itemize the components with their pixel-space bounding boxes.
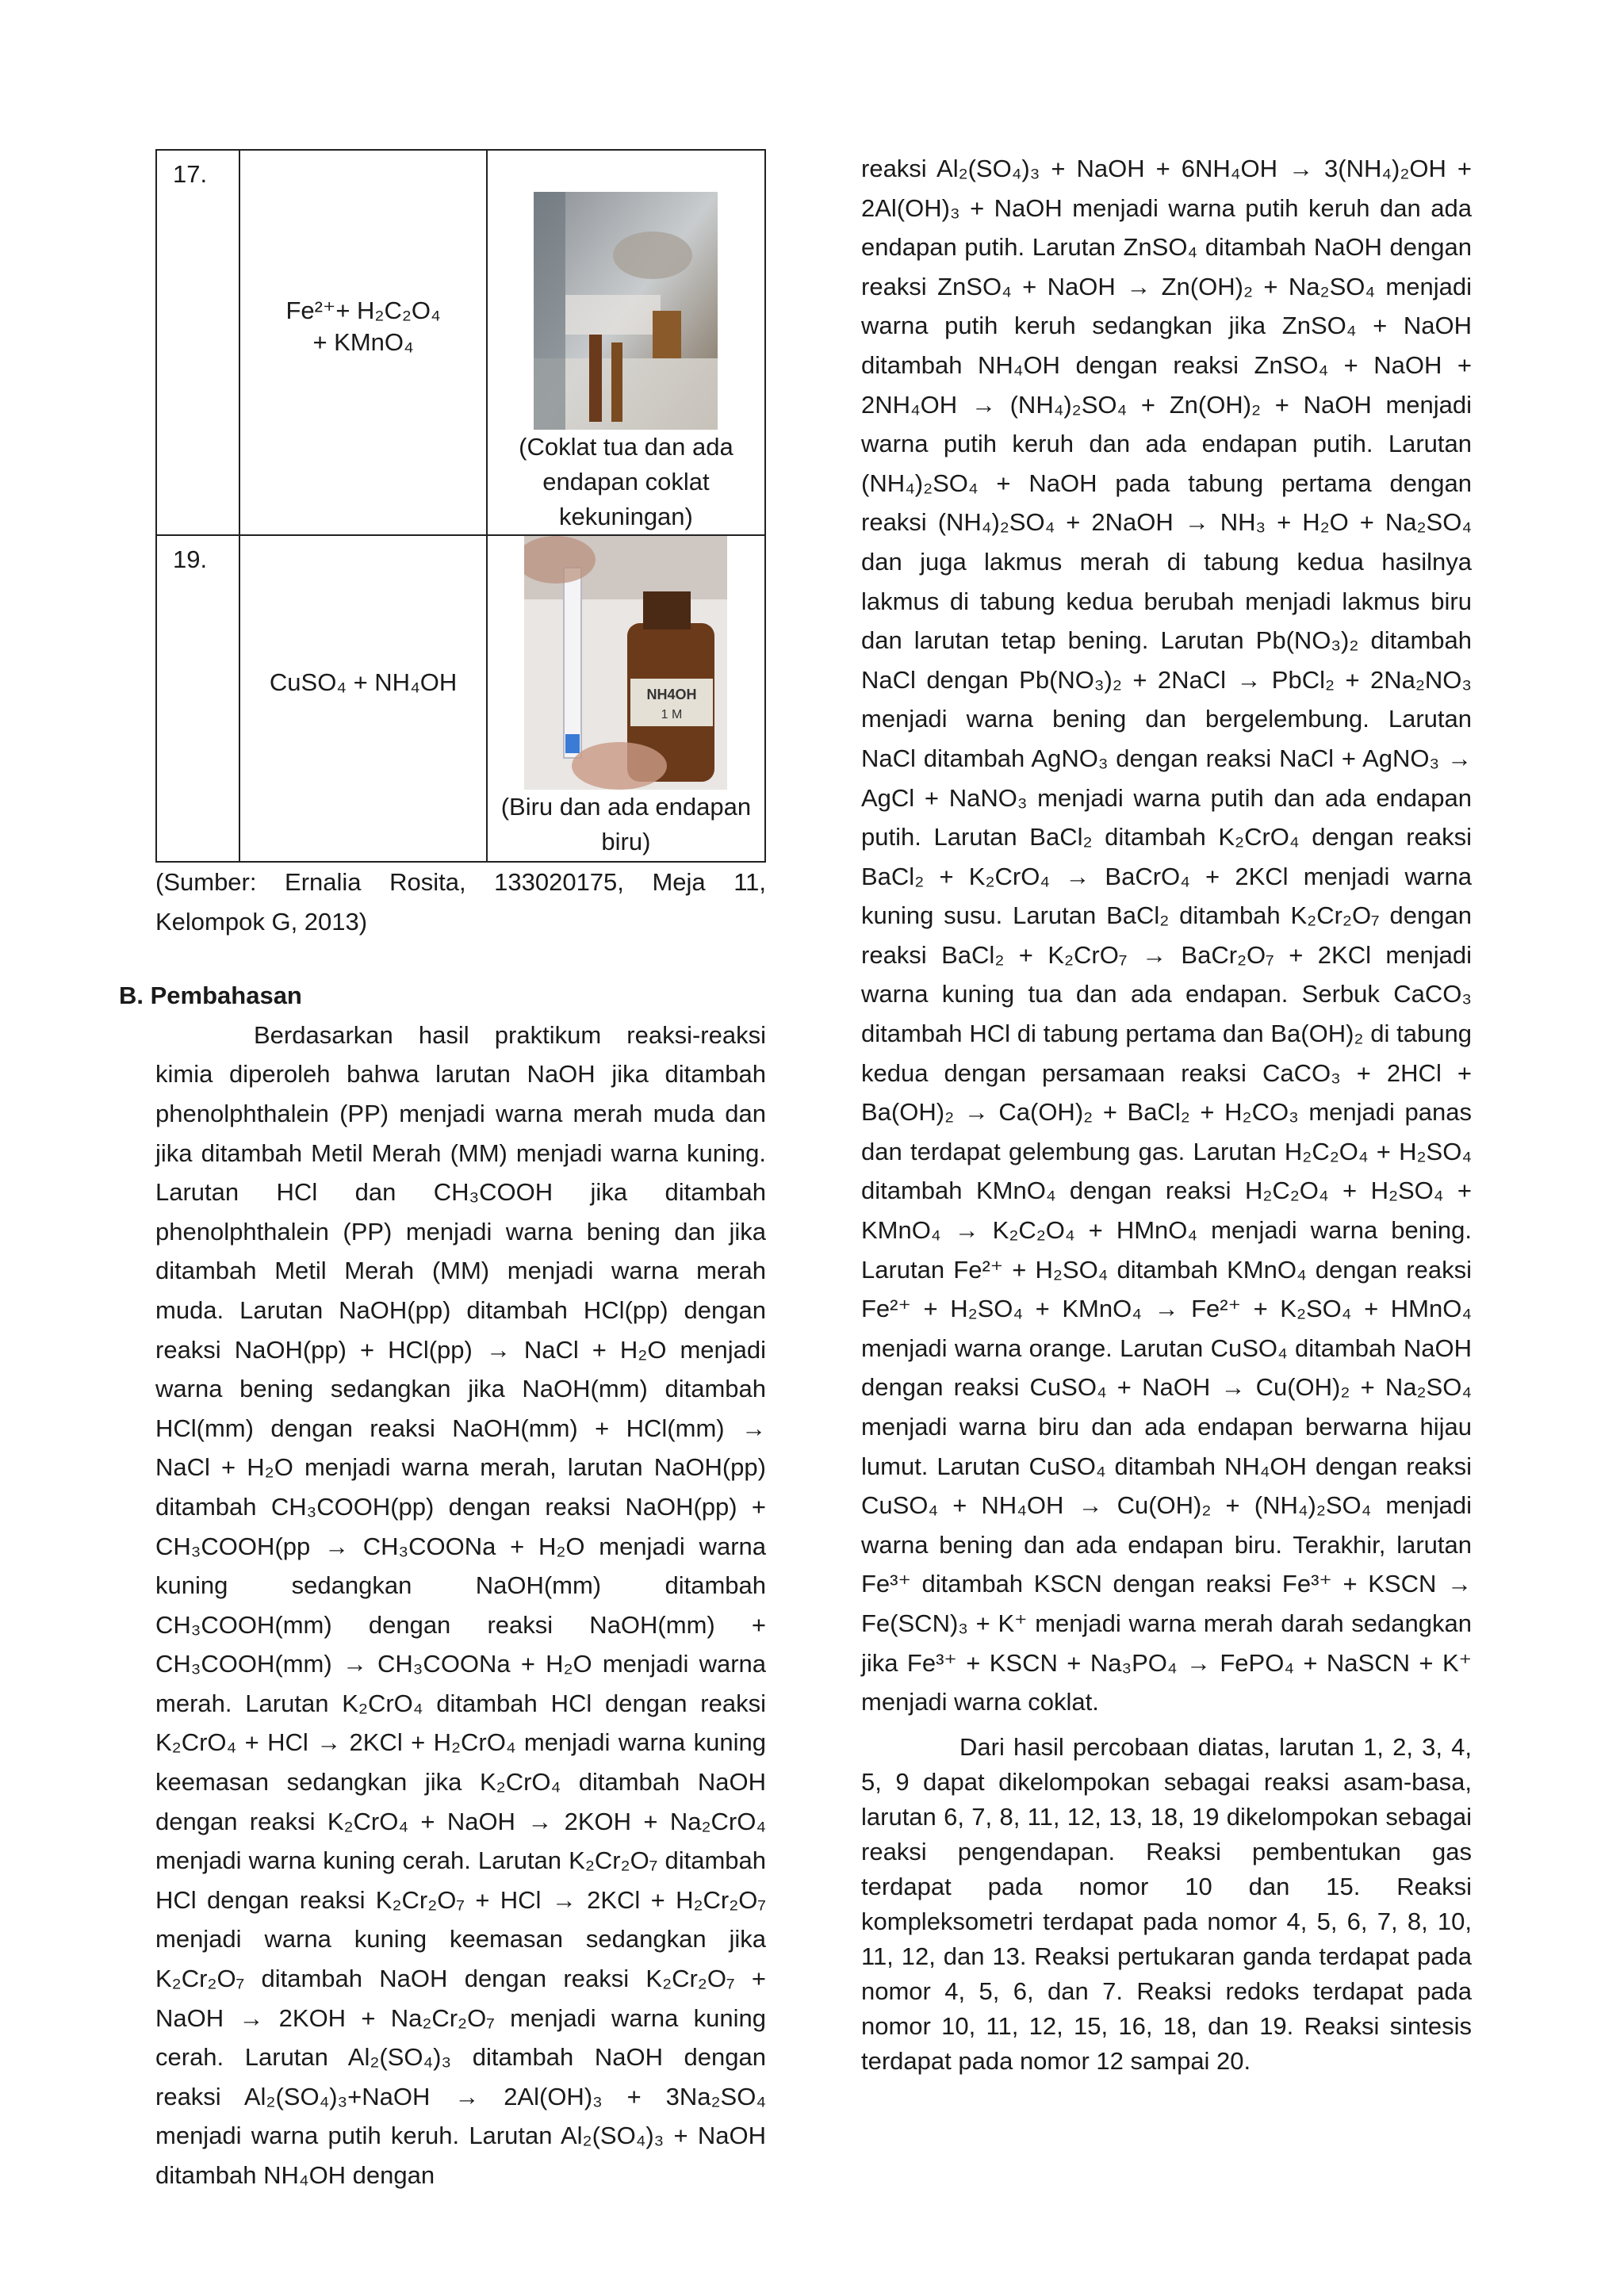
observation-table [155,149,766,863]
conclusion-paragraph: Dari hasil percobaan diatas, larutan 1, 2, 3, 4, 5, 9 dapat dikelompokan sebagai reaksi asam-basa, larutan 6, 7, 8, 11, 12, 13, 18, 19 dikelompokan sebagai reaksi pengendapan. Reaksi pembentukan gas terdapat pada nomor 10 dan 15. Reaksi kompleksometri terdapat pada nomor 4, 5, 6, 7, 8, 10, 11, 12, dan 13. Reaksi pertukaran ganda terdapat pada nomor 4, 5, 6, dan 7. Reaksi redoks terdapat pada nomor 10, 11, 12, 15, 16, 18, dan 19. Reaksi sintesis terdapat pada nomor 12 sampai 20. [861,1732,1472,2075]
left-column [119,149,766,2195]
observation-caption: (Biru dan ada endapan biru) [500,793,752,855]
photo-test-tubes-brown [534,192,718,430]
row-number: 17. [156,150,239,535]
right-column [861,149,1472,2079]
observation-caption: (Coklat tua dan ada endapan coklat kekuningan) [519,433,733,530]
body-paragraph: Berdasarkan hasil praktikum reaksi-reaksi kimia diperoleh bahwa larutan NaOH jika ditambah phenolphthalein (PP) menjadi warna merah muda dan jika ditambah Metil Merah (MM) menjadi warna kuning. Larutan HCl dan CH₃COOH jika ditambah phenolphthalein (PP) menjadi warna bening dan jika ditambah Metil Merah (MM) menjadi warna merah muda. Larutan NaOH(pp) ditambah HCl(pp) dengan reaksi NaOH(pp) + HCl(pp) → NaCl + H₂O menjadi warna bening sedangkan jika NaOH(mm) ditambah HCl(mm) dengan reaksi NaOH(mm) + HCl(mm) → NaCl + H₂O menjadi warna merah, larutan NaOH(pp) ditambah CH₃COOH(pp) dengan reaksi NaOH(pp) + CH₃COOH(pp → CH₃COONa + H₂O menjadi warna kuning sedangkan NaOH(mm) ditambah CH₃COOH(mm) dengan reaksi NaOH(mm) + CH₃COOH(mm) → CH₃COONa + H₂O menjadi warna merah. Larutan K₂CrO₄ ditambah HCl dengan reaksi K₂CrO₄ + HCl → 2KCl + H₂CrO₄ menjadi warna kuning keemasan sedangkan jika K₂CrO₄ ditambah NaOH dengan reaksi K₂CrO₄ + NaOH → 2KOH + Na₂CrO₄ menjadi warna kuning cerah. Larutan K₂Cr₂O₇ ditambah HCl dengan reaksi K₂Cr₂O₇ + HCl → 2KCl + H₂Cr₂O₇ menjadi warna kuning keemasan sedangkan jika K₂Cr₂O₇ ditambah NaOH dengan reaksi K₂Cr₂O₇ + NaOH → 2KOH + Na₂Cr₂O₇ menjadi warna kuning cerah. Larutan Al₂(SO₄)₃ ditambah NaOH dengan reaksi Al₂(SO₄)₃+NaOH → 2Al(OH)₃ + 3Na₂SO₄ menjadi warna putih keruh. Larutan Al₂(SO₄)₃ + NaOH ditambah NH₄OH dengan [155,1020,766,2189]
body-paragraph: reaksi Al₂(SO₄)₃ + NaOH + 6NH₄OH → 3(NH₄)₂OH + 2Al(OH)₃ + NaOH menjadi warna putih keruh dan ada endapan putih. Larutan ZnSO₄ ditambah NaOH dengan reaksi ZnSO₄ + NaOH → Zn(OH)₂ + Na₂SO₄ menjadi warna putih keruh sedangkan jika ZnSO₄ + NaOH ditambah NH₄OH dengan reaksi ZnSO₄ + NaOH + 2NH₄OH → (NH₄)₂SO₄ + Zn(OH)₂ + NaOH menjadi warna putih keruh dan ada endapan putih. Larutan (NH₄)₂SO₄ + NaOH pada tabung pertama dengan reaksi (NH₄)₂SO₄ + 2NaOH → NH₃ + H₂O + Na₂SO₄ dan juga lakmus merah di tabung kedua hasilnya lakmus di tabung kedua berubah menjadi lakmus biru dan larutan tetap bening. Larutan Pb(NO₃)₂ ditambah NaCl dengan Pb(NO₃)₂ + 2NaCl → PbCl₂ + 2Na₂NO₃ menjadi warna bening dan bergelembung. Larutan NaCl ditambah AgNO₃ dengan reaksi NaCl + AgNO₃ → AgCl + NaNO₃ menjadi warna putih dan ada endapan putih. Larutan BaCl₂ ditambah K₂CrO₄ dengan reaksi BaCl₂ + K₂CrO₄ → BaCrO₄ + 2KCl menjadi warna kuning susu. Larutan BaCl₂ ditambah K₂Cr₂O₇ dengan reaksi BaCl₂ + K₂CrO₇ → BaCr₂O₇ + 2KCl menjadi warna kuning tua dan ada endapan. Serbuk CaCO₃ ditambah HCl di tabung pertama dan Ba(OH)₂ di tabung kedua dengan persamaan reaksi CaCO₃ + 2HCl + Ba(OH)₂ → Ca(OH)₂ + BaCl₂ + H₂CO₃ menjadi panas dan terdapat gelembung gas. Larutan H₂C₂O₄ + H₂SO₄ ditambah KMnO₄ dengan reaksi H₂C₂O₄ + H₂SO₄ + KMnO₄ → K₂C₂O₄ + HMnO₄ menjadi warna bening. Larutan Fe²⁺ + H₂SO₄ ditambah KMnO₄ dengan reaksi Fe²⁺ + H₂SO₄ + KMnO₄ → Fe²⁺ + K₂SO₄ + HMnO₄ menjadi warna orange. Larutan CuSO₄ ditambah NaOH dengan reaksi CuSO₄ + NaOH → Cu(OH)₂ + Na₂SO₄ menjadi warna biru dan ada endapan berwarna hijau lumut. Larutan CuSO₄ ditambah NH₄OH dengan reaksi CuSO₄ + NH₄OH → Cu(OH)₂ + (NH₄)₂SO₄ menjadi warna bening dan ada endapan biru. Terakhir, larutan Fe³⁺ ditambah KSCN dengan reaksi Fe³⁺ + KSCN → Fe(SCN)₃ + K⁺ menjadi warna merah darah sedangkan jika Fe³⁺ + KSCN + Na₃PO₄ → FePO₄ + NaSCN + K⁺ menjadi warna coklat. [861,155,1472,1716]
section-heading: B. Pembahasan [119,982,302,1010]
svg-text:1 M: 1 M [661,708,683,721]
reaction-text: Fe²⁺+ H₂C₂O₄ + KMnO₄ [285,297,441,356]
table-row [156,150,765,535]
observation-cell [487,150,765,535]
reaction-text: CuSO₄ + NH₄OH [269,668,458,696]
table-source: (Sumber: Ernalia Rosita, 133020175, Meja 11, Kelompok G, 2013) [155,868,766,936]
table-row [156,535,765,862]
row-number: 19. [156,535,239,862]
reaction-cell [239,535,487,862]
svg-text:NH4OH: NH4OH [646,687,697,702]
photo-bottle-nh4oh [524,536,727,790]
reaction-cell [239,150,487,535]
observation-cell [487,535,765,862]
